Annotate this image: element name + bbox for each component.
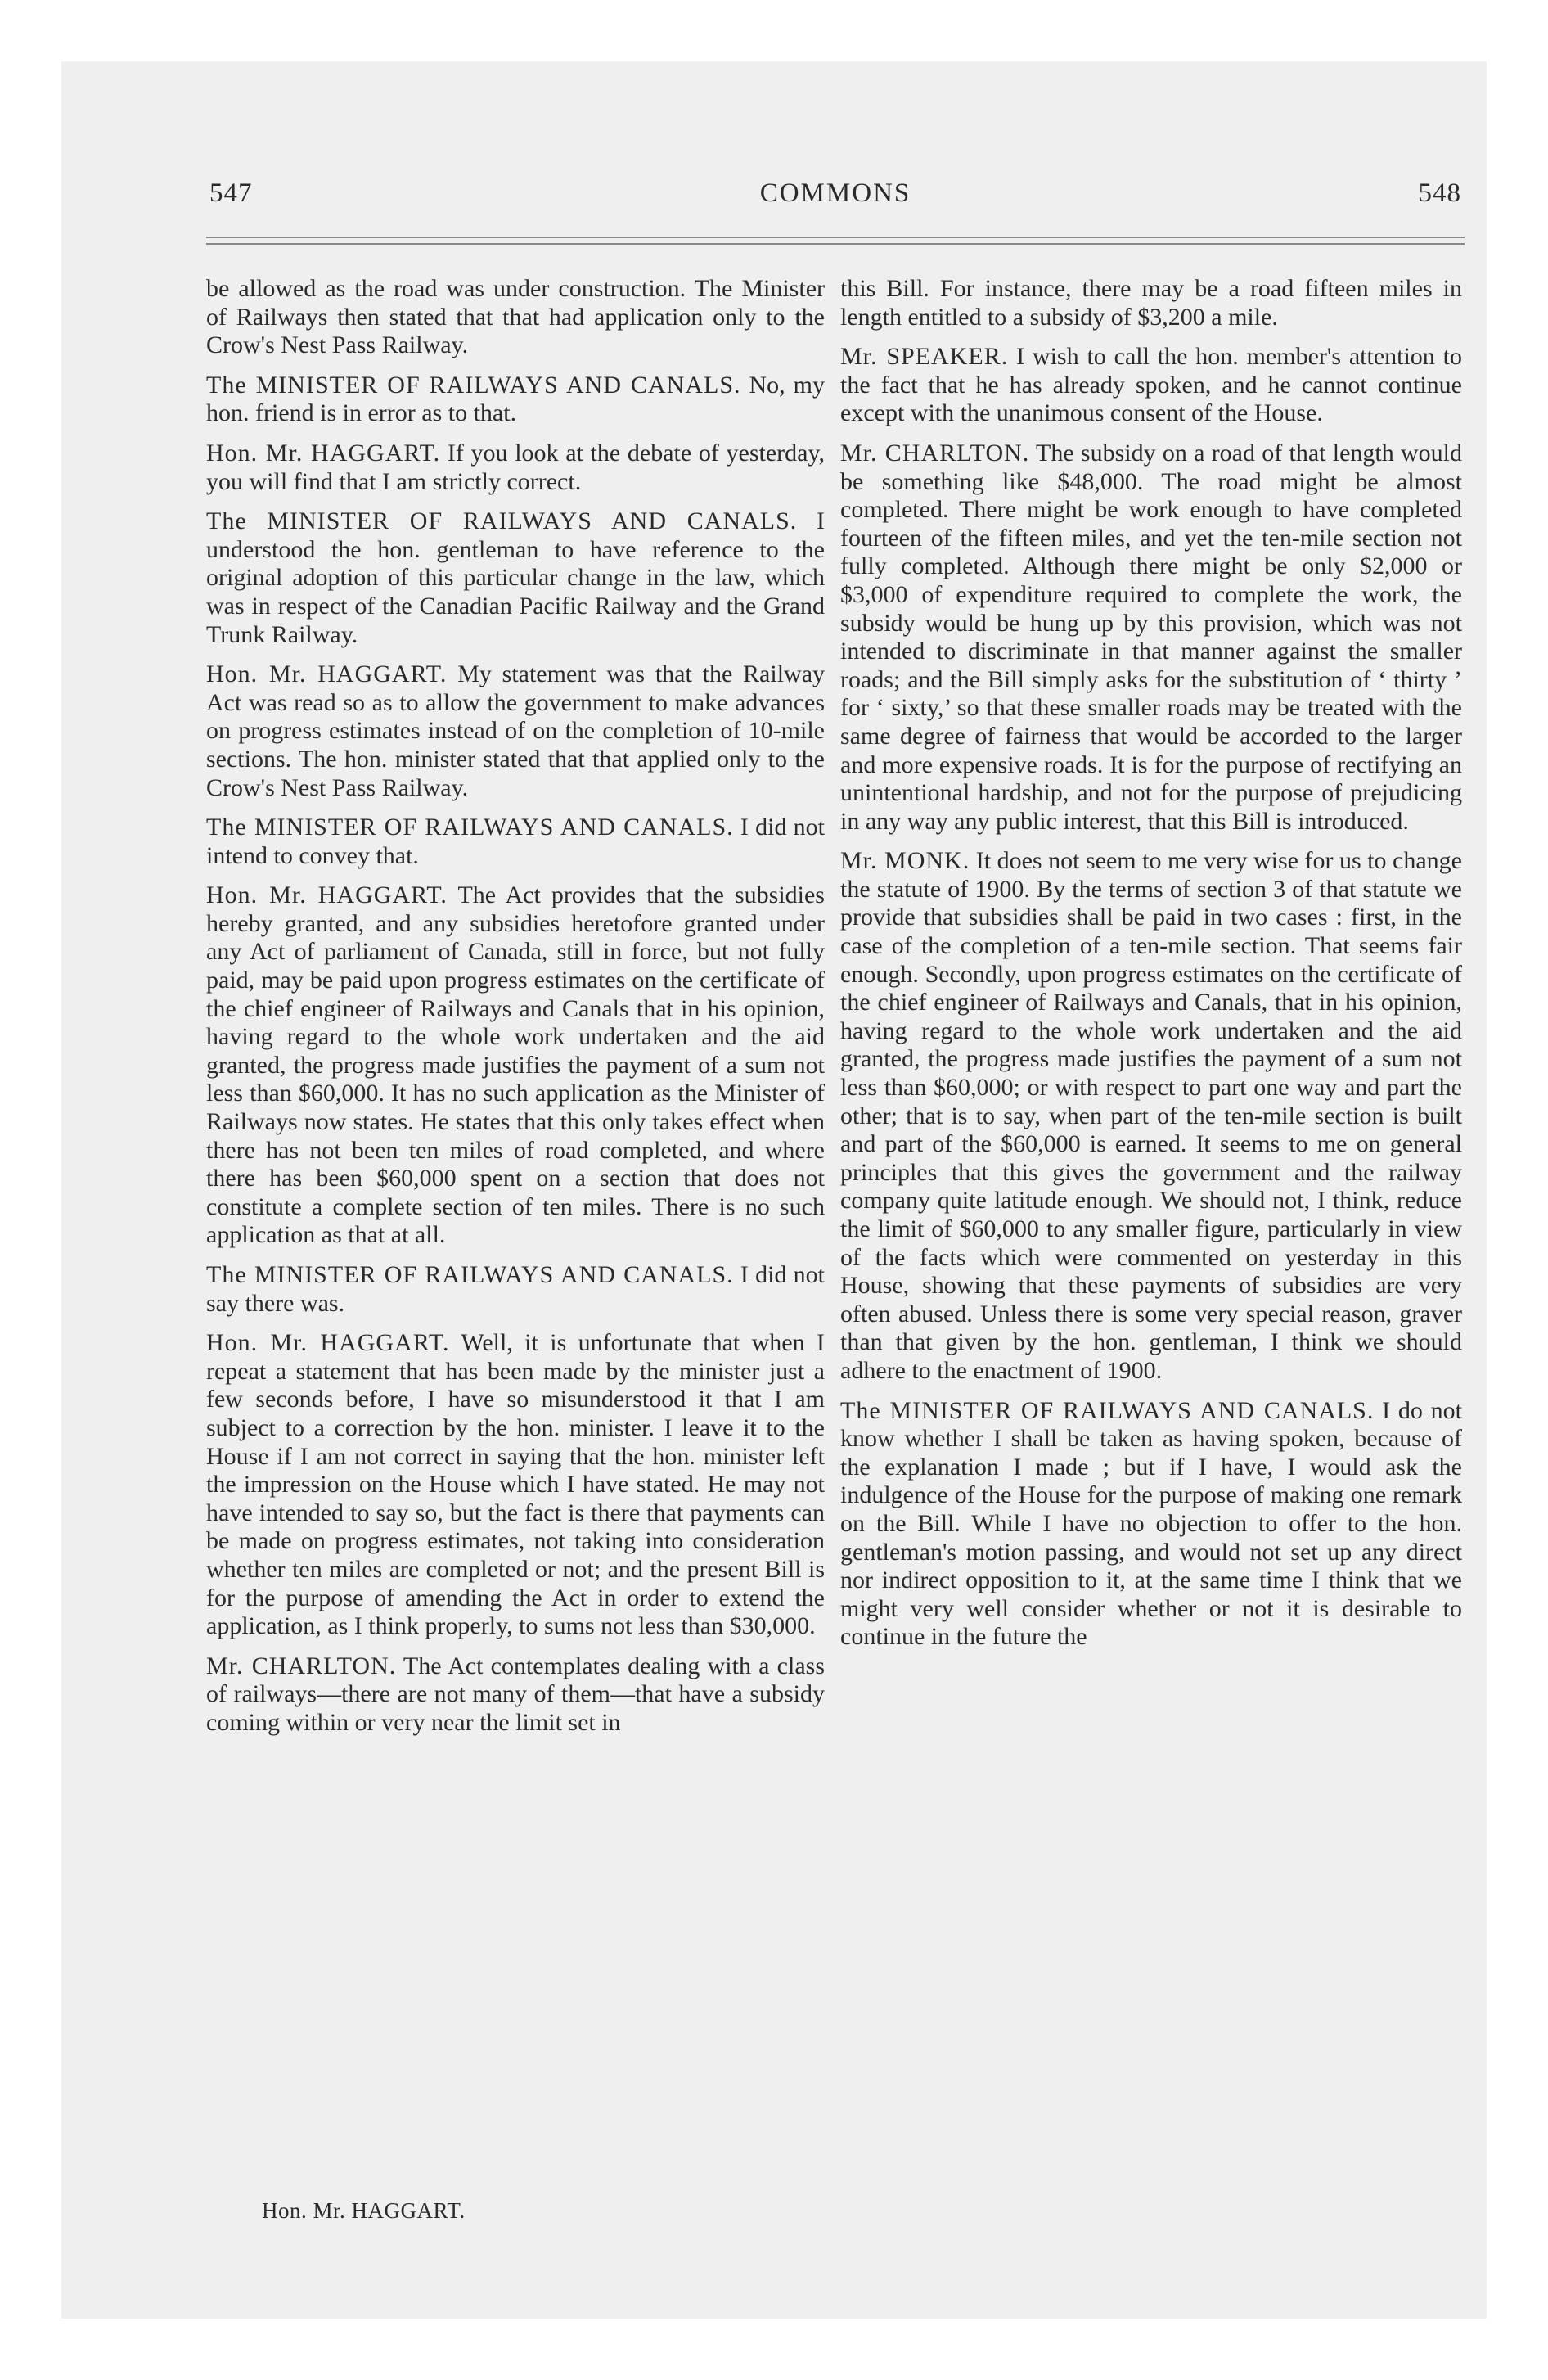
paragraph-text: I did not say there was.: [206, 1261, 825, 1317]
paragraph: [206, 507, 825, 649]
speaker: Hon. Mr. HAGGART.: [206, 881, 448, 909]
right-page-number: 548: [1418, 178, 1461, 208]
paragraph: [206, 814, 825, 870]
right-column: [840, 275, 1462, 1663]
paragraph: [840, 1397, 1462, 1652]
page-footer: Hon. Mr. HAGGART.: [262, 2198, 466, 2223]
speaker: Hon. Mr. HAGGART.: [206, 439, 441, 467]
paragraph: [840, 847, 1462, 1385]
left-column: [206, 275, 825, 1749]
paragraph-text: I understood the hon. gentleman to have reference to the original adoption of this particular change in the law, which was in respect of the Canadian Pacific Railway and the Grand Trunk Railway.: [206, 507, 825, 648]
speaker: Mr. SPEAKER.: [840, 343, 1009, 371]
paragraph-text: The Act provides that the subsidies hereby granted, and any subsidies heretofore granted under any Act of parliament of Canada, still in force, but not fully paid, may be paid upon progress estimates on the certificate of the chief engineer of Railways and Canals that in his opinion, having regard to the whole work undertaken and the aid granted, the progress made justifies the payment of a sum not less than $60,000. It has no such application as the Minister of Railways now states. He states that this only takes effect when there has not been ten miles of road completed, and where there has been $60,000 spent on a section that does not constitute a complete section of ten miles. There is no such application as that at all.: [206, 881, 825, 1249]
paragraph-text: this Bill. For instance, there may be a road fifteen miles in length entitled to a subsidy of $3,200 a mile.: [840, 275, 1462, 331]
speaker: The MINISTER OF RAILWAYS AND CANALS.: [206, 1261, 734, 1288]
paragraph-text: No, my hon. friend is in error as to that.: [206, 371, 826, 427]
paragraph: [840, 343, 1462, 428]
paragraph-text: The Act contemplates dealing with a class of railways—there are not many of them—that have a subsidy coming within or very near the limit set in: [206, 1652, 825, 1736]
speaker: The MINISTER OF RAILWAYS AND CANALS.: [206, 814, 734, 841]
paragraph-text: Well, it is unfortunate that when I repeat a statement that has been made by the minister just a few seconds before, I have so misunderstood it that I am subject to a correction by the hon. minister. I leave it to the House if I am not correct in saying that the hon. minister left the impression on the House which I have stated. He may not have intended to say so, but the fact is there that payments can be made on progress estimates, not taking into consideration whether ten miles are completed or not; and the present Bill is for the purpose of amending the Act in order to extend the application, as I think properly, to sums not less than $30,000.: [206, 1329, 825, 1640]
paragraph: [206, 372, 825, 428]
paragraph: [206, 1261, 825, 1318]
paragraph: [840, 439, 1462, 836]
speaker: The MINISTER OF RAILWAYS AND CANALS.: [206, 507, 798, 535]
paragraph-text: I do not know whether I shall be taken as having spoken, because of the explanation I made ; but if I have, I would ask the indulgence of the House for the purpose of making one remark on the Bill. While I have no objection to offer to the hon. gentleman's motion passing, and would not set up any direct nor indirect opposition to it, at the same time I think that we might very well consider whether or not it is desirable to continue in the future the: [840, 1396, 1463, 1651]
paragraph-text: I wish to call the hon. member's attention to the fact that he has already spoken, and he cannot continue except with the unanimous consent of the House.: [840, 343, 1462, 427]
page-title: COMMONS: [759, 178, 911, 208]
paragraph: [840, 275, 1462, 331]
paragraph: [206, 660, 825, 802]
speaker: Mr. CHARLTON.: [840, 439, 1030, 467]
paragraph-text: My statement was that the Railway Act was read so as to allow the government to make advances on progress estimates instead of on the completion of 10-mile sections. The hon. minister stated that that applied only to the Crow's Nest Pass Railway.: [206, 660, 826, 801]
paragraph: [206, 439, 825, 496]
left-page-number: 547: [209, 178, 253, 208]
speaker: Mr. MONK.: [840, 847, 970, 875]
paragraph-text: It does not seem to me very wise for us to change the statute of 1900. By the terms of section 3 of that statute we provide that subsidies shall be paid in two cases : first, in the case of the completion of a ten-mile section. That seems fair enough. Secondly, upon progress estimates on the certificate of the chief engineer of Railways and Canals, that in his opinion, having regard to the whole work undertaken and the aid granted, the progress made justifies the payment of a sum not less than $60,000; or with respect to part one way and part the other; that is to say, when part of the ten-mile section is built and part of the $60,000 is earned. It seems to me on general principles that this gives the government and the railway company quite latitude enough. We should not, I think, reduce the limit of $60,000 to any smaller figure, particularly in view of the facts which were commented on yesterday in this House, showing that these payments of subsidies are very often abused. Unless there is some very special reason, graver than that given by the hon. gentleman, I think we should adhere to the enactment of 1900.: [840, 847, 1462, 1384]
page-header: [209, 178, 1461, 218]
paragraph-text: be allowed as the road was under construction. The Minister of Railways then stated that that had application only to the Crow's Nest Pass Railway.: [206, 275, 825, 359]
paragraph-text: If you look at the debate of yesterday, you will find that I am strictly correct.: [206, 439, 826, 495]
header-rule-top: [206, 237, 1465, 238]
paragraph-text: The subsidy on a road of that length would be something like $48,000. The road might be almost completed. There might be work enough to have completed fourteen of the fifteen miles, and yet the ten-mile section not fully completed. Although there might be only $2,000 or $3,000 of expenditure required to complete the work, the subsidy would be hung up by this provision, which was not intended to discriminate in that manner against the smaller roads; and the Bill simply asks for the substitution of ‘ thirty ’ for ‘ sixty,’ so that these smaller roads may be treated with the same degree of fairness that would be accorded to the larger and more expensive roads. It is for the purpose of rectifying an unintentional hardship, and not for the purpose of prejudicing in any way any public interest, that this Bill is introduced.: [840, 439, 1462, 835]
speaker: The MINISTER OF RAILWAYS AND CANALS.: [206, 371, 741, 399]
paragraph: [206, 881, 825, 1250]
header-rule-bottom: [206, 243, 1465, 245]
paragraph-text: I did not intend to convey that.: [206, 814, 825, 869]
speaker: Mr. CHARLTON.: [206, 1652, 397, 1679]
speaker: Hon. Mr. HAGGART.: [206, 1329, 450, 1357]
paragraph: [206, 275, 825, 360]
speaker: Hon. Mr. HAGGART.: [206, 660, 448, 688]
paragraph: [206, 1652, 825, 1738]
paragraph: [206, 1329, 825, 1641]
speaker: The MINISTER OF RAILWAYS AND CANALS.: [840, 1396, 1375, 1424]
